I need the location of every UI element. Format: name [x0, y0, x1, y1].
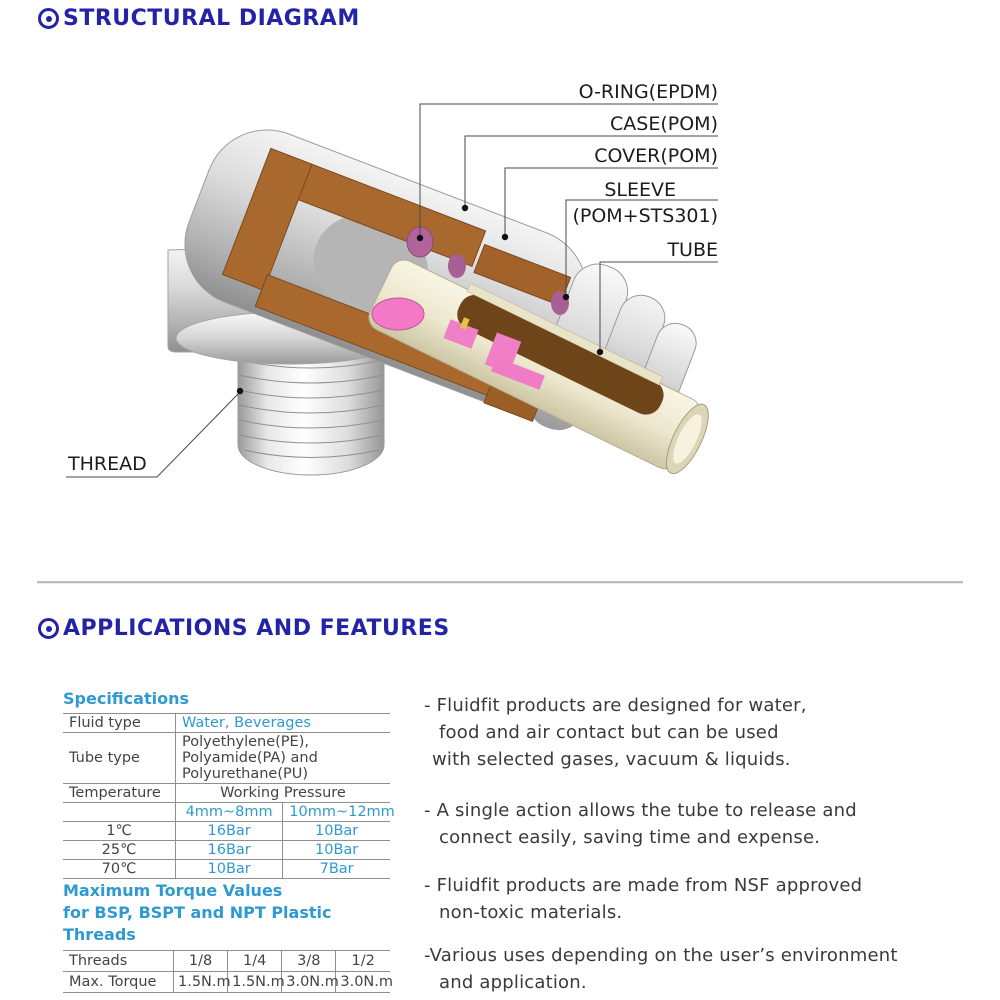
spec-size-header-large: 10mm~12mm [283, 803, 390, 822]
torque-title-line1: Maximum Torque Values [63, 881, 283, 900]
table-row [63, 714, 390, 733]
specifications-title: Specifications [63, 689, 189, 708]
spec-temp-value: 1℃ [63, 822, 176, 841]
section-divider [37, 581, 963, 584]
spec-pressure-small: 16Bar [176, 822, 283, 841]
torque-header-cell: Threads [63, 951, 174, 972]
torque-block [63, 880, 403, 993]
label-sleeve-line1: SLEEVE [604, 179, 676, 201]
label-thread: THREAD [68, 453, 147, 475]
list-item: - A single action allows the tube to release and connect easily, saving time and expense. [424, 800, 857, 848]
spec-pressure-large: 10Bar [283, 822, 390, 841]
table-row [63, 733, 390, 784]
spec-pressure-small: 10Bar [176, 860, 283, 879]
label-cover: COVER(POM) [594, 145, 718, 167]
torque-header-cell: 1/8 [174, 951, 228, 972]
spec-tube-type-label: Tube type [63, 733, 176, 784]
torque-table [63, 950, 394, 993]
spec-pressure-large: 10Bar [283, 841, 390, 860]
list-item: - Fluidfit products are made from NSF approved non-toxic materials. [424, 875, 863, 923]
torque-value-cell: 1.5N.m [174, 972, 228, 993]
spec-temp-value: 25℃ [63, 841, 176, 860]
section2-title: APPLICATIONS AND FEATURES [63, 616, 450, 641]
release-seal [372, 298, 424, 330]
spec-fluid-type-label: Fluid type [63, 714, 176, 733]
spec-temperature-label: Temperature [63, 784, 176, 803]
spec-pressure-large: 7Bar [283, 860, 390, 879]
label-sleeve-line2: (POM+STS301) [572, 205, 718, 227]
torque-header-cell: 1/2 [336, 951, 390, 972]
spec-pressure-small: 16Bar [176, 841, 283, 860]
spec-temp-value: 70℃ [63, 860, 176, 879]
table-row [63, 803, 390, 822]
specifications-block [63, 688, 395, 879]
torque-value-cell: Max. Torque [63, 972, 174, 993]
spec-tube-type-value: Polyethylene(PE), Polyamide(PA) and Polyurethane(PU) [176, 733, 391, 784]
features-list [424, 692, 990, 996]
section-header-applications-features [38, 616, 450, 641]
table-row [63, 841, 390, 860]
torque-value-cell: 3.0N.m [336, 972, 390, 993]
specifications-table [63, 713, 395, 879]
spec-working-pressure-label: Working Pressure [176, 784, 391, 803]
label-oring: O-RING(EPDM) [578, 81, 718, 103]
torque-value-cell: 3.0N.m [282, 972, 336, 993]
label-case: CASE(POM) [610, 113, 718, 135]
table-row [63, 951, 390, 972]
torque-title-line2: for BSP, BSPT and NPT Plastic Threads [63, 903, 332, 944]
table-row [63, 860, 390, 879]
table-row [63, 784, 390, 803]
torque-value-cell: 1.5N.m [228, 972, 282, 993]
section-bullet-icon [38, 618, 59, 639]
section1-title: STRUCTURAL DIAGRAM [63, 6, 360, 31]
torque-header-cell: 1/4 [228, 951, 282, 972]
table-row [63, 972, 390, 993]
list-item: - Fluidfit products are designed for water, food and air contact but can be used with selected gases, vacuum & liquids. [424, 695, 807, 770]
spec-fluid-type-value: Water, Beverages [176, 714, 391, 733]
list-item: -Various uses depending on the user’s environment and application. [424, 945, 898, 993]
torque-header-cell: 3/8 [282, 951, 336, 972]
table-row [63, 822, 390, 841]
spec-empty-cell [63, 803, 176, 822]
spec-size-header-small: 4mm~8mm [176, 803, 283, 822]
label-tube: TUBE [667, 239, 718, 261]
